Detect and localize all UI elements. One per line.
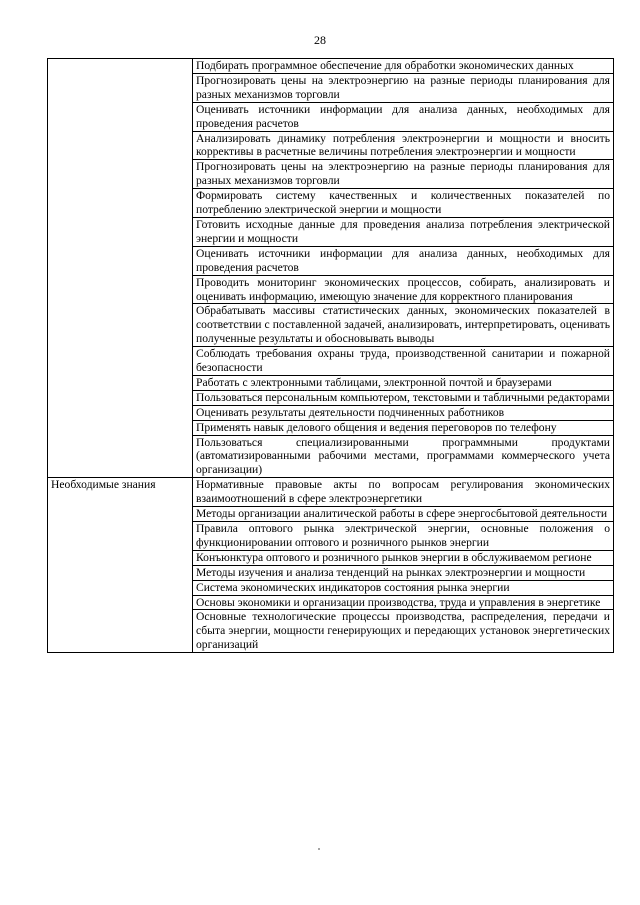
skill-item: Обрабатывать массивы статистических данных, экономических показателей в соответствии с поставленной задачей, анализировать, интерпретировать, оценивать полученные результаты и обосновывать выводы (193, 304, 614, 347)
knowledge-item: Методы организации аналитической работы в сфере энергосбытовой деятельности (193, 507, 614, 522)
knowledge-item: Система экономических индикаторов состояния рынка энергии (193, 580, 614, 595)
knowledge-item: Основы экономики и организации производства, труда и управления в энергетике (193, 595, 614, 610)
requirements-table-body (48, 59, 614, 653)
knowledge-item: Основные технологические процессы производства, распределения, передачи и сбыта энергии, мощности генерирующих и передающих установок энергетических организаций (193, 610, 614, 653)
skill-item: Пользоваться персональным компьютером, текстовыми и табличными редакторами (193, 390, 614, 405)
skill-item: Оценивать источники информации для анализа данных, необходимых для проведения расчетов (193, 102, 614, 131)
skill-item: Подбирать программное обеспечение для обработки экономических данных (193, 59, 614, 74)
knowledge-label: Необходимые знания (48, 478, 193, 653)
scan-speck (318, 848, 320, 850)
skill-item: Готовить исходные данные для проведения анализа потребления электрической энергии и мощности (193, 217, 614, 246)
skill-item: Пользоваться специализированными программными продуктами (автоматизированными рабочими местами, программами коммерческого учета организации) (193, 435, 614, 478)
skill-item: Работать с электронными таблицами, электронной почтой и браузерами (193, 375, 614, 390)
knowledge-row (48, 478, 614, 507)
skill-item: Применять навык делового общения и ведения переговоров по телефону (193, 420, 614, 435)
skill-item: Прогнозировать цены на электроэнергию на разные периоды планирования для разных механизмов торговли (193, 73, 614, 102)
knowledge-item: Нормативные правовые акты по вопросам регулирования экономических взаимоотношений в сфере электроэнергетики (193, 478, 614, 507)
skill-item: Оценивать результаты деятельности подчиненных работников (193, 405, 614, 420)
skill-item: Оценивать источники информации для анализа данных, необходимых для проведения расчетов (193, 246, 614, 275)
skill-item: Прогнозировать цены на электроэнергию на разные периоды планирования для разных механизмов торговли (193, 160, 614, 189)
knowledge-item: Методы изучения и анализа тенденций на рынках электроэнергии и мощности (193, 565, 614, 580)
skills-label-cell (48, 59, 193, 478)
knowledge-item: Правила оптового рынка электрической энергии, основные положения о функционировании оптового и розничного рынков энергии (193, 522, 614, 551)
skill-item: Анализировать динамику потребления электроэнергии и мощности и вносить коррективы в расчетные величины потребления электроэнергии и мощности (193, 131, 614, 160)
skill-item: Соблюдать требования охраны труда, производственной санитарии и пожарной безопасности (193, 347, 614, 376)
page-number: 28 (314, 33, 326, 47)
skill-item: Проводить мониторинг экономических процессов, собирать, анализировать и оценивать информацию, имеющую значение для корректного планирования (193, 275, 614, 304)
requirements-table (47, 58, 614, 653)
skill-row (48, 59, 614, 74)
knowledge-item: Конъюнктура оптового и розничного рынков энергии в обслуживаемом регионе (193, 550, 614, 565)
skill-item: Формировать систему качественных и количественных показателей по потреблению электрической энергии и мощности (193, 189, 614, 218)
